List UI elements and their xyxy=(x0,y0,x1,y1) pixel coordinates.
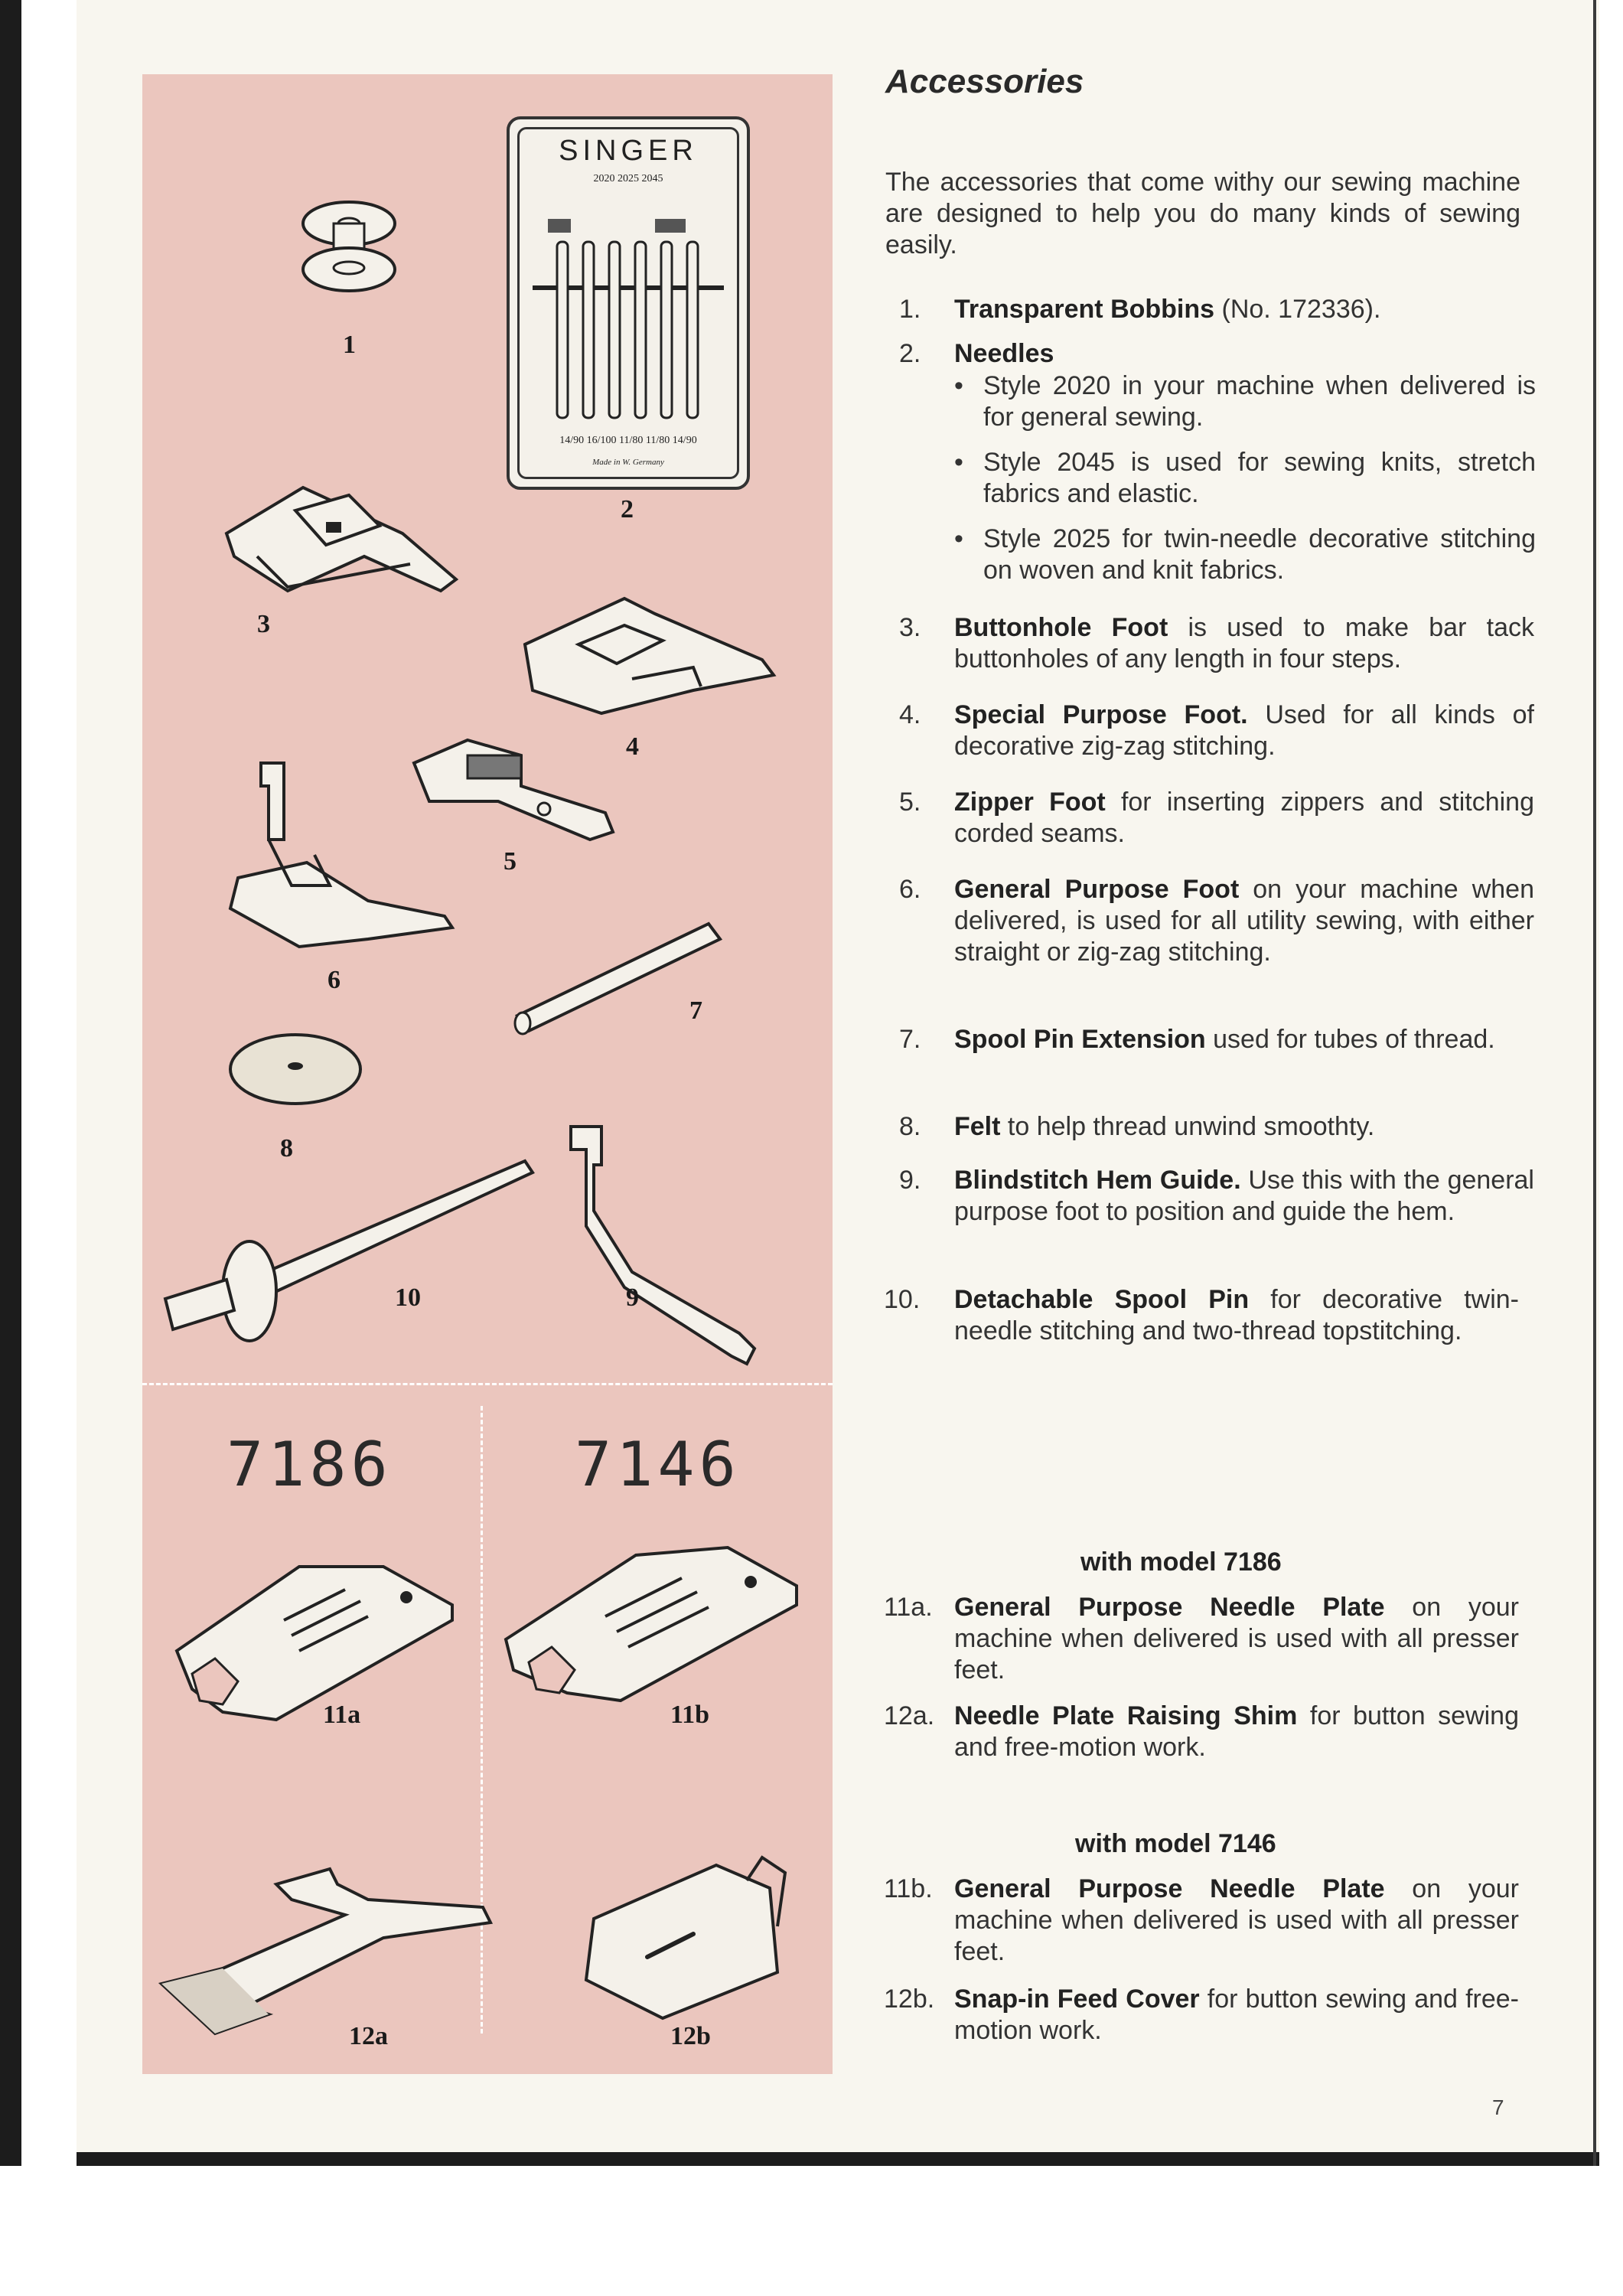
label-11b: 11b xyxy=(670,1701,710,1729)
bobbin-illustration xyxy=(295,193,402,300)
label-1: 1 xyxy=(343,331,356,359)
label-2: 2 xyxy=(621,495,634,523)
page-number: 7 xyxy=(1492,2095,1504,2119)
label-9: 9 xyxy=(626,1283,639,1312)
label-12b: 12b xyxy=(670,2022,711,2050)
needles-drawing xyxy=(533,196,724,426)
felt-illustration xyxy=(223,1023,368,1115)
needle-pack-sizes: 14/90 16/100 11/80 11/80 14/90 xyxy=(559,435,697,446)
general-purpose-foot-illustration xyxy=(215,755,468,977)
needle-pack-styles: 2020 2025 2045 xyxy=(593,173,663,184)
detachable-spool-pin-illustration xyxy=(158,1146,540,1345)
buttonhole-foot-illustration xyxy=(211,457,471,633)
feed-cover-12b-illustration xyxy=(571,1850,800,2026)
label-8: 8 xyxy=(280,1134,293,1163)
special-purpose-foot-illustration xyxy=(510,583,793,744)
page-title: Accessories xyxy=(885,63,1084,100)
scan-edge-right xyxy=(1593,0,1596,2166)
scan-edge-bottom xyxy=(77,2152,1599,2166)
label-5: 5 xyxy=(504,847,517,876)
label-6: 6 xyxy=(328,966,341,994)
label-10: 10 xyxy=(395,1283,421,1312)
intro-paragraph: The accessories that come withy our sewing machine are designed to help you do many kinds of sewing easily. xyxy=(885,168,1520,259)
label-11a: 11a xyxy=(323,1701,361,1729)
needle-pack-brand: SINGER xyxy=(559,135,698,167)
needle-plate-11a-illustration xyxy=(161,1551,468,1727)
label-3: 3 xyxy=(257,610,270,638)
label-7: 7 xyxy=(689,996,702,1025)
model-divider-horizontal xyxy=(142,1383,833,1385)
blindstitch-hem-guide-illustration xyxy=(563,1119,770,1371)
model-7146-heading: with model 7146 xyxy=(1075,1829,1276,1858)
model-7186-heading: with model 7186 xyxy=(1080,1548,1282,1577)
model-code-7146: 7146 xyxy=(575,1429,741,1500)
raising-shim-12a-illustration xyxy=(154,1854,521,2037)
scan-edge-left xyxy=(0,0,21,2166)
needle-plate-11b-illustration xyxy=(490,1532,812,1708)
label-4: 4 xyxy=(626,732,639,761)
illustration-panel xyxy=(142,74,833,2074)
needle-pack-origin: Made in W. Germany xyxy=(592,458,664,467)
model-code-7186: 7186 xyxy=(227,1429,393,1500)
needle-pack-illustration xyxy=(507,116,750,490)
label-12a: 12a xyxy=(349,2022,388,2050)
